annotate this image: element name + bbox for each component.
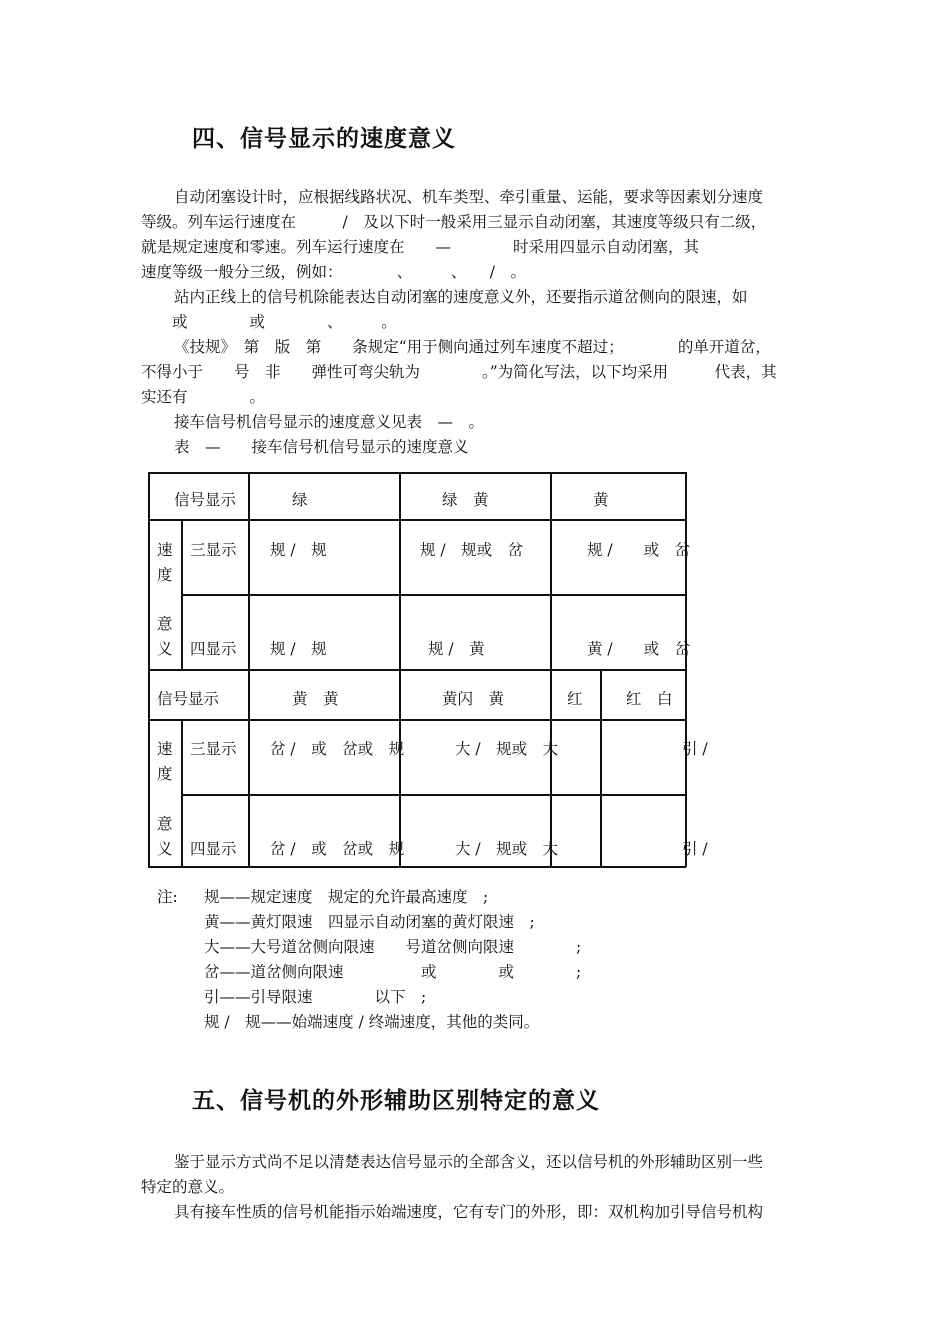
section-5-title: 五、信号机的外形辅助区别特定的意义 (192, 1088, 600, 1114)
table-cell: 规 / 黄 (428, 640, 485, 658)
table-header: 绿 黄 (442, 491, 489, 509)
paragraph-line: 接车信号机信号显示的速度意义见表 — 。 (174, 413, 485, 431)
paragraph-line: 站内正线上的信号机除能表达自动闭塞的速度意义外，还要指示道岔侧向的限速，如 (174, 288, 748, 306)
table-rule (181, 594, 686, 596)
paragraph-line: 等级。列车运行速度在 / 及以下时一般采用三显示自动闭塞，其速度等级只有二级， (141, 213, 767, 231)
note-item: 规——规定速度 规定的允许最高速度 ; (204, 888, 489, 906)
table-rule (685, 472, 687, 867)
table-header: 信号显示 (157, 690, 220, 708)
paragraph-line: 自动闭塞设计时，应根据线路状况、机车类型、牵引重量、运能，要求等因素划分速度 (174, 188, 764, 206)
table-side-label: 度 (157, 765, 173, 783)
table-side-label: 度 (157, 566, 173, 584)
table-rule (148, 866, 686, 868)
table-caption: 表 — 接车信号机信号显示的速度意义 (174, 438, 469, 456)
table-cell: 黄 / 或 岔 (587, 640, 691, 658)
table-rule (148, 719, 686, 721)
table-cell: 引 / (682, 840, 708, 858)
table-header: 绿 (292, 491, 308, 509)
table-rule (148, 472, 150, 867)
row-label-four: 四显示 (190, 840, 237, 858)
table-cell: 大 / 规或 大 (455, 740, 559, 758)
table-rule (181, 519, 183, 670)
paragraph-line: 实还有 。 (141, 388, 266, 406)
note-item: 岔——道岔侧向限速 或 或 ; (204, 963, 582, 981)
row-label-three: 三显示 (190, 541, 237, 559)
table-rule (248, 472, 250, 867)
table-rule (148, 669, 686, 671)
paragraph-line: 具有接车性质的信号机能指示始端速度，它有专门的外形，即：双机构加引导信号机构 (174, 1203, 764, 1221)
paragraph-line: 鉴于显示方式尚不足以清楚表达信号显示的全部含义，还以信号机的外形辅助区别一些 (174, 1153, 764, 1171)
table-side-label: 意 (157, 815, 173, 833)
table-header: 黄闪 黄 (442, 690, 505, 708)
table-side-label: 意 (157, 615, 173, 633)
table-header: 红 (567, 690, 583, 708)
table-rule (148, 519, 686, 521)
table-header: 红 白 (626, 690, 673, 708)
row-label-four: 四显示 (190, 640, 237, 658)
table-rule (550, 472, 552, 867)
table-cell: 大 / 规或 大 (455, 840, 559, 858)
table-side-label: 速 (157, 740, 173, 758)
paragraph-line: 或 或 、 。 (141, 313, 397, 331)
table-side-label: 速 (157, 541, 173, 559)
table-rule (181, 719, 183, 867)
table-header: 信号显示 (174, 491, 237, 509)
paragraph-line: 特定的意义。 (141, 1178, 235, 1196)
table-side-label: 义 (157, 840, 173, 858)
table-cell: 规 / 规 (270, 640, 327, 658)
table-header: 黄 黄 (292, 690, 339, 708)
note-item: 引——引导限速 以下 ; (204, 988, 427, 1006)
paragraph-line: 不得小于 号 非 弹性可弯尖轨为 。”为简化写法，以下均采用 代表，其 (141, 363, 777, 381)
table-rule (399, 472, 401, 867)
table-cell: 规 / 或 岔 (587, 541, 691, 559)
paragraph-line: 《技规》 第 版 第 条规定“用于侧向通过列车速度不超过； 的单开道岔， (174, 338, 771, 356)
paragraph-line: 速度等级一般分三级，例如： 、 、 / 。 (141, 263, 526, 281)
table-rule (600, 669, 602, 867)
table-rule (148, 472, 686, 474)
note-item: 大——大号道岔侧向限速 号道岔侧向限速 ; (204, 938, 582, 956)
paragraph-line: 就是规定速度和零速。列车运行速度在 — 时采用四显示自动闭塞，其 (141, 238, 700, 256)
section-4-title: 四、信号显示的速度意义 (192, 126, 456, 152)
table-side-label: 义 (157, 640, 173, 658)
table-cell: 岔 / 或 岔或 规 (270, 840, 405, 858)
notes-label: 注: (157, 888, 178, 906)
note-item: 规 / 规——始端速度 / 终端速度，其他的类同。 (204, 1013, 540, 1031)
row-label-three: 三显示 (190, 740, 237, 758)
table-rule (181, 794, 686, 796)
table-cell: 规 / 规 (270, 541, 327, 559)
note-item: 黄——黄灯限速 四显示自动闭塞的黄灯限速 ; (204, 913, 535, 931)
table-header: 黄 (593, 491, 609, 509)
table-cell: 岔 / 或 岔或 规 (270, 740, 405, 758)
table-cell: 规 / 规或 岔 (420, 541, 524, 559)
table-cell: 引 / (682, 740, 708, 758)
